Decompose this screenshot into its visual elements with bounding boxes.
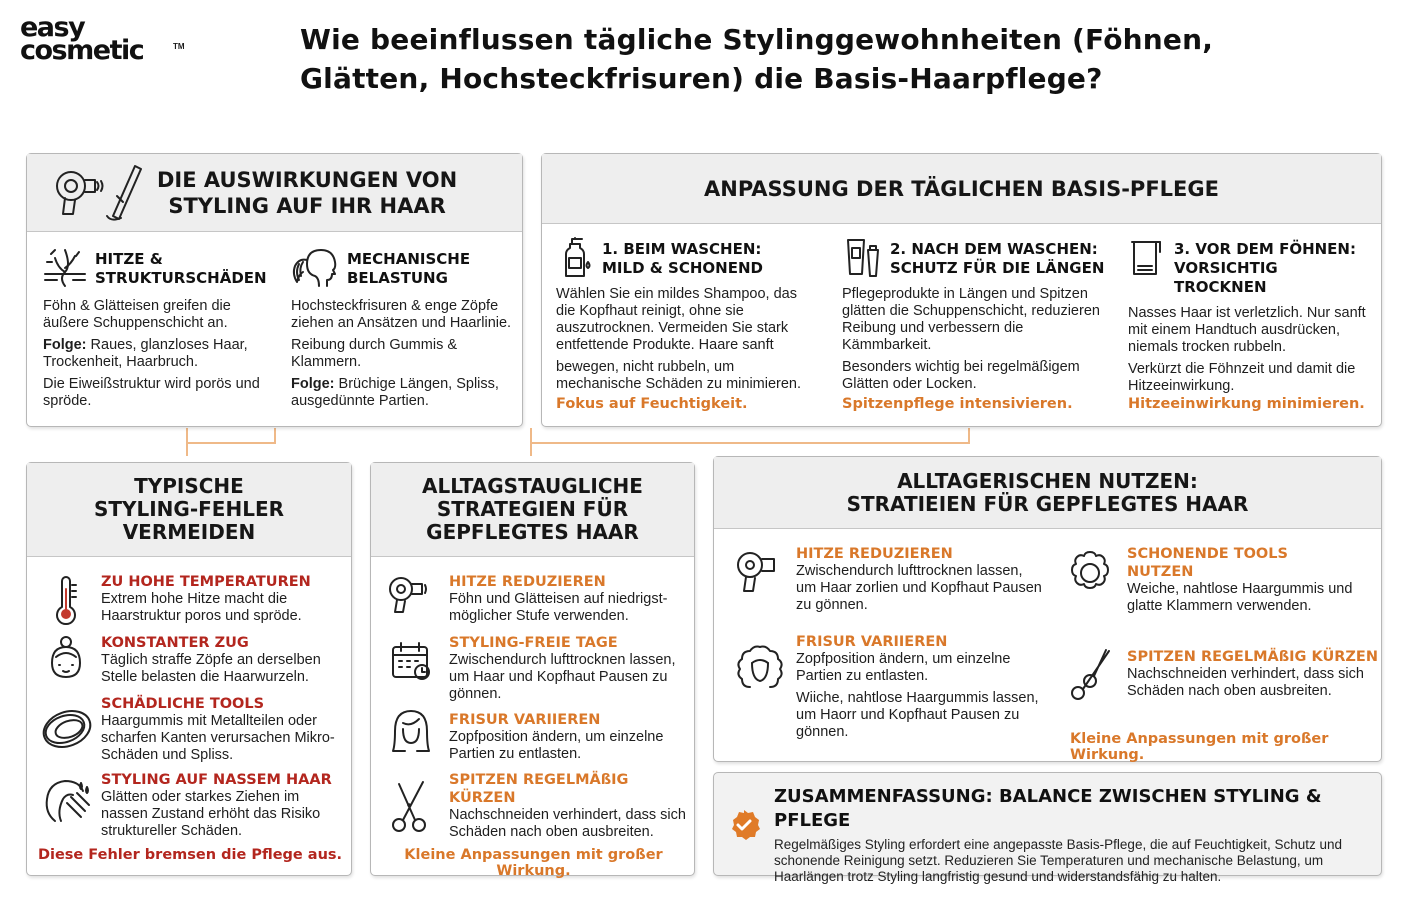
care-step-1-text-1: Wählen Sie ein mildes Shampoo, das die Kopfhaut reinigt, ohne sie auszutrocknen. Vermeiden Sie stark entfettende Produkte. Haare sanft	[556, 286, 797, 353]
benefit-item-3-title-line-2: NUTZEN	[1127, 564, 1194, 580]
mechanical-stress-consequence-label: Folge:	[291, 376, 335, 392]
strategy-item-4-text: Nachschneiden verhindert, dass sich Schäden nach oben ausbreiten.	[449, 807, 686, 840]
mechanical-stress-block	[291, 250, 523, 410]
benefit-item-1-title: HITZE REDUZIEREN	[796, 546, 953, 562]
care-step-3	[1128, 240, 1374, 395]
mistake-item-2-title: KONSTANTER ZUG	[101, 635, 249, 651]
care-step-2-accent: Spitzenpflege intensivieren.	[842, 396, 1073, 412]
page-title-line-2: Glätten, Hochsteckfrisuren) die Basis-Haarpflege?	[300, 62, 1103, 95]
benefits-footer: Kleine Anpassungen mit großer Wirkung.	[1070, 731, 1329, 763]
benefit-item-1	[796, 545, 1044, 614]
care-step-3-text-2: Verkürzt die Föhnzeit und damit die Hitzeeinwirkung.	[1128, 361, 1356, 394]
mechanical-stress-title	[291, 250, 523, 288]
care-step-3-title-line-2: VORSICHTIG TROCKNEN	[1174, 259, 1278, 296]
strategy-item-2-text: Zwischendurch lufttrocknen lassen, um Haar und Kopfhaut Pausen zu gönnen.	[449, 652, 676, 702]
strategy-item-2-title: STYLING-FREIE TAGE	[449, 635, 618, 651]
care-step-3-accent: Hitzeeinwirkung minimieren.	[1128, 396, 1365, 412]
care-step-3-title-line-1: 3. VOR DEM FÖHNEN:	[1174, 240, 1356, 258]
page-title	[300, 20, 1240, 98]
strategies-panel	[370, 462, 695, 879]
benefit-item-2	[796, 633, 1044, 741]
thermometer-icon	[51, 575, 81, 625]
mechanical-stress-title-line-1: MECHANISCHE	[347, 250, 471, 268]
strategy-item-2	[449, 634, 693, 703]
benefit-item-1-text: Zwischendurch lufttrocknen lassen, um Haar zorlien und Kopfhaut Pausen zu gönnen.	[796, 563, 1042, 613]
heat-damage-consequence-text: Raues, glanzloses Haar, Trockenheit, Haarbruch.	[43, 337, 248, 370]
curly-hair-head-icon	[734, 643, 786, 695]
strategy-item-3-title: FRISUR VARIIEREN	[449, 712, 601, 728]
mistake-item-3-text: Haargummis mit Metallteilen oder scharfen Kanten verursachen Mikro-Schäden und Spliss.	[101, 713, 335, 763]
care-step-1-title-line-2: MILD & SCHONEND	[602, 259, 763, 277]
benefit-item-3	[1127, 545, 1377, 615]
care-step-2-text-2: Besonders wichtig bei regelmäßigem Glätten oder Locken.	[842, 359, 1080, 392]
effects-heading-line-1: DIE AUSWIRKUNGEN VON	[157, 167, 458, 192]
brand-logo	[20, 12, 185, 66]
summary-text: Regelmäßiges Styling erfordert eine angepasste Basis-Pflege, die auf Feuchtigkeit, Schutz und schonende Reinigung setzt. Reduzieren Sie Temperaturen und mechanische Belastung, um Haarlängen trotz Styling langfristig gesund und widerstandsfähig zu halten.	[774, 837, 1343, 884]
benefit-item-3-text: Weiche, nahtlose Haargummis und glatte Klammern verwenden.	[1127, 581, 1353, 614]
wet-hair-head-icon	[41, 777, 93, 825]
strategy-item-4-title: SPITZEN REGELMÄßIG KÜRZEN	[449, 772, 629, 806]
mistakes-panel-header	[27, 463, 351, 557]
benefit-item-2-title: FRISUR VARIIEREN	[796, 634, 948, 650]
benefits-heading-line-2: STRATIEIEN FÜR GEPFLEGTES HAAR	[846, 491, 1249, 516]
connector-line	[530, 428, 970, 444]
care-panel	[541, 153, 1382, 427]
checkmark-badge-icon	[728, 809, 760, 841]
strategy-item-1-title: HITZE REDUZIEREN	[449, 574, 606, 590]
heat-damage-title-line-1: HITZE &	[95, 250, 163, 268]
brand-line-1: easy	[20, 12, 85, 43]
care-step-1-title	[556, 240, 816, 278]
strategies-heading-line-3: GEPFLEGTES HAAR	[426, 520, 639, 544]
summary-heading: ZUSAMMENFASSUNG: BALANCE ZWISCHEN STYLING & PFLEGE	[774, 786, 1322, 831]
brand-trademark: TM	[173, 42, 185, 51]
heat-damage-title-line-2: STRUKTURSCHÄDEN	[95, 269, 267, 287]
heat-damage-title	[43, 250, 275, 288]
summary-content	[774, 785, 1374, 885]
care-step-3-text-1: Nasses Haar ist verletzlich. Nur sanft mit einem Handtuch ausdrücken, niemals trocken rubbeln.	[1128, 305, 1366, 355]
mistakes-footer: Diese Fehler bremsen die Pflege aus.	[37, 847, 343, 863]
connector-line	[186, 428, 276, 444]
benefits-panel	[713, 456, 1382, 762]
mistake-item-4-title: STYLING AUF NASSEM HAAR	[101, 772, 332, 788]
mistake-item-3	[101, 695, 347, 764]
benefit-item-4-title: SPITZEN REGELMÄßIG KÜRZEN	[1127, 649, 1378, 665]
care-step-2-title-line-2: SCHUTZ FÜR DIE LÄNGEN	[890, 259, 1105, 277]
care-step-1-title-line-1: 1. BEIM WASCHEN:	[602, 240, 762, 258]
mechanical-stress-text-2: Reibung durch Gummis & Klammern.	[291, 337, 458, 370]
heat-damage-consequence-label: Folge:	[43, 337, 87, 353]
scissors-icon	[389, 777, 433, 835]
strategies-heading-line-2: STRATEGIEN FÜR	[436, 497, 629, 521]
strategy-item-1	[449, 573, 691, 625]
strategy-item-3-text: Zopfposition ändern, um einzelne Partien zu entlasten.	[449, 729, 664, 762]
mistake-item-1-text: Extrem hohe Hitze macht die Haarstruktur poros und spröde.	[101, 591, 302, 624]
mechanical-stress-text-1: Hochsteckfrisuren & enge Zöpfe ziehen an Ansätzen und Haarlinie.	[291, 298, 512, 331]
benefit-item-2-text: Zopfposition ändern, um einzelne Partien zu entlasten.	[796, 651, 1011, 684]
benefits-panel-header	[714, 457, 1381, 529]
care-heading: ANPASSUNG DER TÄGLICHEN BASIS-PFLEGE	[704, 176, 1219, 201]
care-step-2-text-1: Pflegeprodukte in Längen und Spitzen glätten die Schuppenschicht, reduzieren Reibung und verbessern die Kämmbarkeit.	[842, 286, 1100, 353]
mistakes-heading-line-1: TYPISCHE	[134, 474, 244, 498]
tight-bun-head-icon	[45, 635, 87, 681]
strategies-heading-line-1: ALLTAGSTAUGLICHE	[422, 474, 643, 498]
heat-damage-text-1: Föhn & Glätteisen greifen die äußere Schuppenschicht an.	[43, 298, 231, 331]
mechanical-stress-consequence-text: Brüchige Längen, Spliss, ausgedünnte Partien.	[291, 376, 499, 409]
strategies-panel-header	[371, 463, 694, 557]
strategy-item-1-text: Föhn und Glätteisen auf niedrigst-möglicher Stufe verwenden.	[449, 591, 668, 624]
scrunchie-icon	[1066, 549, 1114, 597]
effects-heading-line-2: STYLING AUF IHR HAAR	[168, 193, 446, 218]
mistake-item-2	[101, 634, 347, 686]
strategy-item-4	[449, 771, 693, 841]
heat-damage-text-3: Die Eiweißstruktur wird porös und spröde.	[43, 376, 260, 409]
summary-panel	[713, 772, 1382, 884]
heat-damage-text-2	[43, 337, 275, 371]
page-title-line-1: Wie beeinflussen tägliche Stylinggewohnheiten (Föhnen,	[300, 23, 1214, 56]
strategies-footer: Kleine Anpassungen mit großer Wirkung.	[404, 847, 663, 879]
connector-line	[186, 442, 188, 456]
mechanical-stress-text-3	[291, 376, 523, 410]
mistakes-heading-line-3: VERMEIDEN	[122, 520, 256, 544]
strategy-item-3	[449, 711, 691, 763]
mistakes-heading-line-2: STYLING-FEHLER	[93, 497, 285, 521]
care-step-1-text-2: bewegen, nicht rubbeln, um mechanische Schäden zu minimieren.	[556, 359, 802, 392]
hairdryer-and-straightener-icon	[51, 162, 143, 224]
heat-damage-block	[43, 250, 275, 410]
care-step-1-accent: Fokus auf Feuchtigkeit.	[556, 396, 748, 412]
care-step-2	[842, 240, 1110, 393]
benefit-item-4-text: Nachschneiden verhindert, dass sich Schäden nach oben ausbreiten.	[1127, 666, 1364, 699]
mistake-item-3-title: SCHÄDLICHE TOOLS	[101, 696, 265, 712]
care-step-2-title	[842, 240, 1110, 278]
mistake-item-4	[101, 771, 347, 840]
benefit-item-3-title	[1127, 545, 1377, 581]
scissors-icon	[1068, 647, 1114, 705]
benefit-item-3-title-line-1: SCHONENDE TOOLS	[1127, 546, 1288, 562]
care-step-2-title-line-1: 2. NACH DEM WASCHEN:	[890, 240, 1098, 258]
mistake-item-1-title: ZU HOHE TEMPERATUREN	[101, 574, 311, 590]
hairdryer-icon	[387, 575, 431, 615]
mistake-item-2-text: Täglich straffe Zöpfe an derselben Stelle belasten die Haarwurzeln.	[101, 652, 321, 685]
care-step-1	[556, 240, 816, 393]
benefit-item-4	[1127, 648, 1379, 700]
brand-line-2: cosmetic	[20, 35, 144, 66]
benefits-heading-line-1: ALLTAGERISCHEN NUTZEN:	[897, 468, 1198, 493]
hair-ties-icon	[41, 707, 93, 751]
connector-line	[530, 442, 532, 456]
mistake-item-4-text: Glätten oder starkes Ziehen im nassen Zustand erhöht das Risiko struktureller Schäden.	[101, 789, 321, 839]
care-step-3-title	[1128, 240, 1374, 297]
calendar-icon	[389, 639, 433, 683]
woman-hair-icon	[389, 707, 433, 755]
mistakes-panel	[26, 462, 352, 876]
effects-panel	[26, 153, 523, 427]
mechanical-stress-title-line-2: BELASTUNG	[347, 269, 448, 287]
mistake-item-1	[101, 573, 347, 625]
benefit-item-2-text-2: Wiiche, nahtlose Haargummis lassen, um Haorr und Kopfhaut Pausen zu gönnen.	[796, 690, 1039, 740]
hairdryer-icon	[734, 549, 784, 595]
care-panel-header	[542, 154, 1381, 224]
